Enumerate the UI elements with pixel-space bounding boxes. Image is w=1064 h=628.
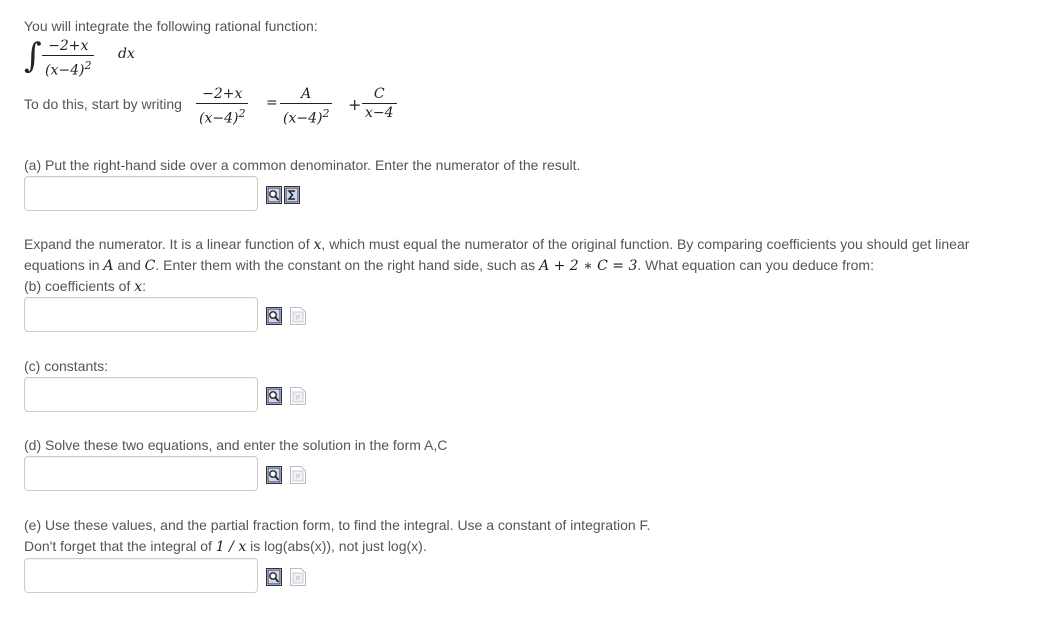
preview-icon[interactable] [266,307,282,325]
part-b-prompt [24,276,146,297]
answer-input-e[interactable] [24,558,258,593]
expand-line1-pre: Expand the numerator. It is a linear function of [24,236,314,252]
preview-icon[interactable] [266,568,282,586]
svg-text:P: P [295,394,301,402]
expand-line1-post: , which must equal the numerator of the original function. By comparing coefficients you should get linear [321,236,970,252]
preview-icon[interactable] [266,186,282,204]
c-denominator: x−4 [362,103,397,123]
expand-line2-C: C [144,258,156,274]
a-fraction [280,86,332,129]
start-text: To do this, start by writing [24,96,182,112]
integral-denominator: (x−4) [45,62,85,79]
a-denominator: (x−4) [283,110,323,127]
expand-line-1 [24,234,969,255]
equation-editor-icon[interactable] [284,186,300,204]
integral-exponent: 2 [84,59,92,72]
part-b-post: : [142,278,147,294]
lhs-denominator: (x−4) [199,110,239,127]
equation-editor-icon-disabled [290,466,306,484]
expand-line2-A: A [103,258,114,274]
expand-line-2 [24,255,874,276]
answer-input-c[interactable] [24,377,258,412]
integral-numerator: −2+x [48,38,89,54]
preview-icon[interactable] [266,387,282,405]
lhs-exponent: 2 [238,107,246,120]
part-e-line2-post: is log(abs(x)), not just log(x). [246,538,427,554]
part-c-prompt: (c) constants: [24,358,109,374]
svg-text:P: P [295,473,301,481]
expand-line2-eq: A + 2 ∗ C = 3 [539,258,638,274]
a-exponent: 2 [322,107,330,120]
integral-sign: ∫ [24,36,42,76]
part-e-line2-math: 1 / x [215,539,247,555]
part-b-var: x [134,279,143,295]
intro-text: You will integrate the following rational function: [24,18,318,34]
answer-input-a[interactable] [24,176,258,211]
lhs-numerator: −2+x [202,86,243,102]
c-numerator: C [373,86,385,102]
answer-input-b[interactable] [24,297,258,332]
svg-text:P: P [295,314,301,322]
part-d-prompt: (d) Solve these two equations, and enter the solution in the form A,C [24,437,448,453]
svg-text:P: P [295,575,301,583]
integral-fraction [42,38,94,81]
expand-line2-and: and [113,257,145,273]
expand-line2-b: . Enter them with the constant on the right hand side, such as [155,257,540,273]
expand-line2-a: equations in [24,257,104,273]
a-numerator: A [301,86,312,102]
part-b-pre: (b) coefficients of [24,278,135,294]
plus-sign: + [348,95,362,114]
equation-editor-icon-disabled [290,387,306,405]
c-fraction [362,86,397,123]
equation-editor-icon-disabled [290,307,306,325]
part-e-line2-pre: Don't forget that the integral of [24,538,216,554]
integral-dx: dx [118,46,135,62]
expand-line2-c: . What equation can you deduce from: [637,257,874,273]
equals-sign: = [266,95,278,111]
expand-line1-var: x [313,237,322,253]
lhs-fraction [196,86,248,129]
preview-icon[interactable] [266,466,282,484]
equation-editor-icon-disabled [290,568,306,586]
part-e-line-2 [24,536,427,557]
part-e-line-1: (e) Use these values, and the partial fraction form, to find the integral. Use a constant of integration F. [24,517,651,533]
part-a-prompt: (a) Put the right-hand side over a common denominator. Enter the numerator of the result. [24,157,581,173]
answer-input-d[interactable] [24,456,258,491]
